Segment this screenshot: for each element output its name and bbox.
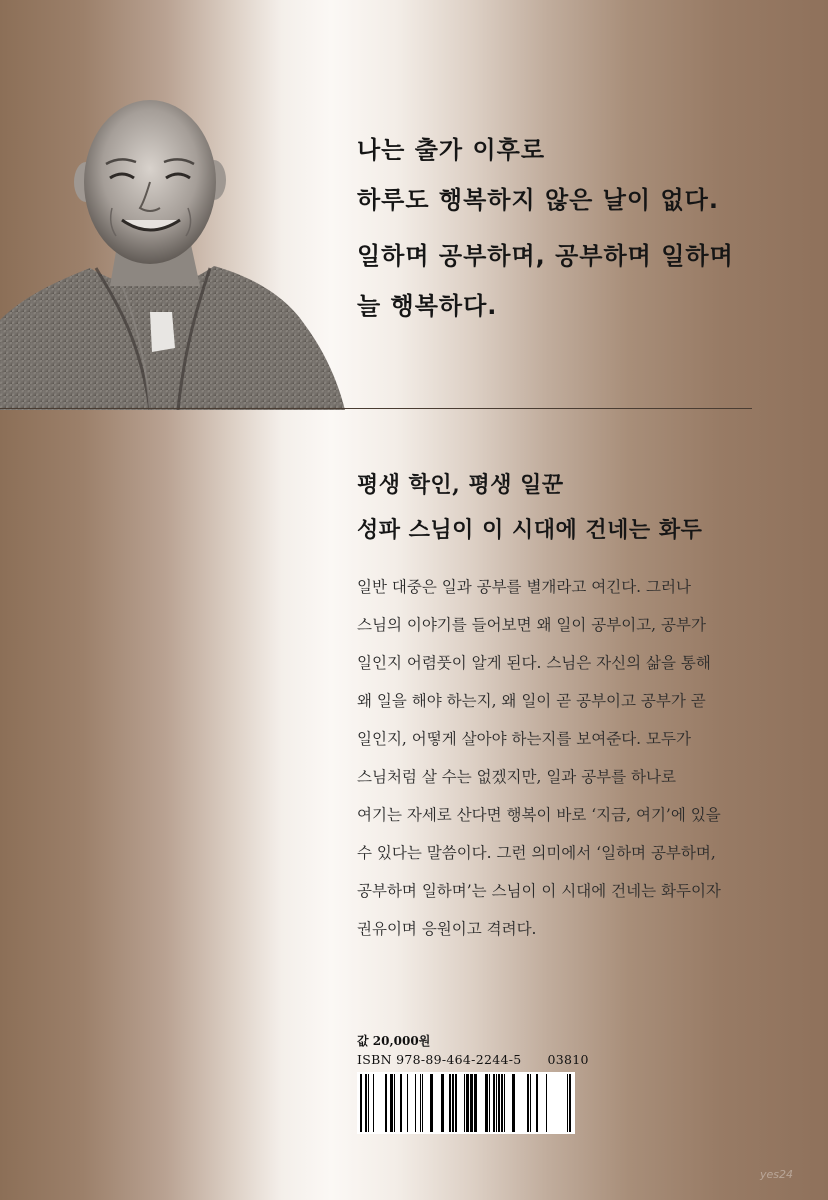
- price-label: 값 20,000원: [357, 1034, 431, 1048]
- headline-line-2: 성파 스님이 이 시대에 건네는 화두: [357, 517, 703, 543]
- barcode-bar: [415, 1074, 416, 1132]
- quote-line-3: 일하며 공부하며, 공부하며 일하며: [357, 242, 734, 270]
- barcode-bar: [422, 1074, 423, 1132]
- barcode-bar: [501, 1074, 503, 1132]
- body-line-1: 일반 대중은 일과 공부를 별개라고 여긴다. 그러나: [357, 578, 691, 596]
- isbn-barcode: [357, 1072, 575, 1134]
- barcode-bar: [466, 1074, 469, 1132]
- barcode-bar: [394, 1074, 395, 1132]
- headline-line-1: 평생 학인, 평생 일꾼: [357, 472, 564, 498]
- barcode-bars: [357, 1072, 575, 1134]
- body-line-2: 스님의 이야기를 들어보면 왜 일이 공부이고, 공부가: [357, 616, 706, 634]
- barcode-bar: [360, 1074, 362, 1132]
- body-line-10: 권유이며 응원이고 격려다.: [357, 920, 537, 938]
- quote-line-4: 늘 행복하다.: [357, 292, 498, 320]
- barcode-bar: [493, 1074, 495, 1132]
- barcode-bar: [368, 1074, 369, 1132]
- barcode-bar: [430, 1074, 433, 1132]
- body-line-3: 일인지 어렴풋이 알게 된다. 스님은 자신의 삶을 통해: [357, 654, 711, 672]
- isbn-addon: 03810: [547, 1052, 589, 1067]
- isbn-text: [357, 1052, 589, 1067]
- barcode-bar: [365, 1074, 367, 1132]
- barcode-bar: [441, 1074, 444, 1132]
- barcode-bar: [373, 1074, 374, 1132]
- body-line-9: 공부하며 일하며’는 스님이 이 시대에 건네는 화두이자: [357, 882, 721, 900]
- barcode-bar: [474, 1074, 477, 1132]
- barcode-bar: [407, 1074, 408, 1132]
- barcode-bar: [489, 1074, 490, 1132]
- barcode-bar: [455, 1074, 457, 1132]
- barcode-bar: [464, 1074, 465, 1132]
- barcode-bar: [420, 1074, 421, 1132]
- barcode-bar: [504, 1074, 505, 1132]
- barcode-bar: [449, 1074, 451, 1132]
- body-line-7: 여기는 자세로 산다면 행복이 바로 ‘지금, 여기’에 있을: [357, 806, 721, 824]
- barcode-bar: [530, 1074, 531, 1132]
- isbn-number: ISBN 978-89-464-2244-5: [357, 1052, 522, 1067]
- quote-line-2: 하루도 행복하지 않은 날이 없다.: [357, 186, 719, 214]
- body-line-6: 스님처럼 살 수는 없겠지만, 일과 공부를 하나로: [357, 768, 676, 786]
- barcode-bar: [452, 1074, 454, 1132]
- barcode-bar: [400, 1074, 402, 1132]
- barcode-bar: [527, 1074, 529, 1132]
- section-divider: [0, 408, 752, 409]
- barcode-bar: [536, 1074, 538, 1132]
- barcode-bar: [512, 1074, 515, 1132]
- quote-line-1: 나는 출가 이후로: [357, 136, 545, 164]
- body-line-5: 일인지, 어떻게 살아야 하는지를 보여준다. 모두가: [357, 730, 691, 748]
- barcode-bar: [569, 1074, 571, 1132]
- watermark-text: yes24: [760, 1168, 794, 1181]
- barcode-bar: [485, 1074, 488, 1132]
- barcode-bar: [470, 1074, 473, 1132]
- barcode-bar: [496, 1074, 497, 1132]
- barcode-bar: [546, 1074, 547, 1132]
- body-line-8: 수 있다는 말씀이다. 그런 의미에서 ‘일하며 공부하며,: [357, 844, 716, 862]
- barcode-bar: [390, 1074, 393, 1132]
- monk-portrait-photo: [0, 90, 345, 410]
- barcode-bar: [567, 1074, 568, 1132]
- body-line-4: 왜 일을 해야 하는지, 왜 일이 곧 공부이고 공부가 곧: [357, 692, 706, 710]
- barcode-bar: [498, 1074, 500, 1132]
- barcode-bar: [385, 1074, 387, 1132]
